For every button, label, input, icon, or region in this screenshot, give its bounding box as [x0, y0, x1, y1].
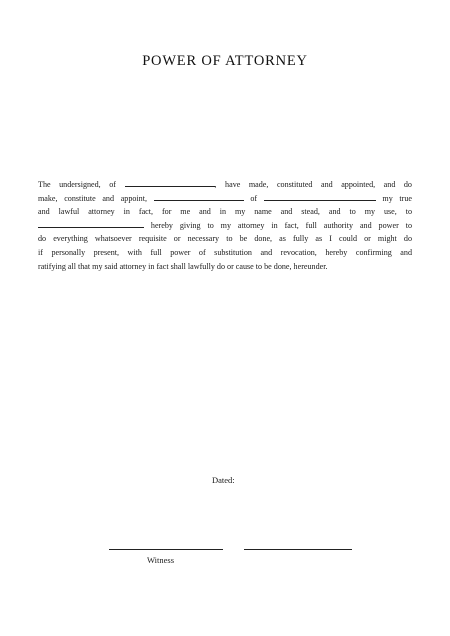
witness-label: Witness	[147, 555, 175, 565]
body-line-4	[38, 219, 412, 233]
body-line-6: if personally present, with full power of substitution and revocation, hereby confirming and	[38, 247, 412, 257]
body-line-3: and lawful attorney in fact, for me and in my name and stead, and to my use, to	[38, 207, 412, 217]
body-text-segment: make, constitute and appoint,	[38, 193, 154, 203]
body-text-segment: The undersigned, of	[38, 180, 125, 189]
blank-field-attorney-name[interactable]	[154, 192, 244, 201]
blank-field-attorney-address[interactable]	[264, 192, 376, 201]
document-title: POWER OF ATTORNEY	[142, 53, 308, 69]
body-line-1	[38, 178, 412, 192]
blank-field-purpose[interactable]	[38, 219, 144, 228]
dated-label: Dated:	[212, 475, 235, 485]
body-text-segment: hereby giving to my attorney in fact, full authority and power to	[144, 220, 412, 230]
witness-signature-line[interactable]	[109, 549, 223, 550]
body-line-5: do everything whatsoever requisite or necessary to be done, as fully as I could or might do	[38, 234, 412, 244]
body-text-segment: my true	[375, 193, 412, 203]
principal-signature-line[interactable]	[244, 549, 352, 550]
blank-field-undersigned-address[interactable]	[125, 178, 215, 187]
body-line-2	[38, 192, 412, 206]
attorney-body-paragraph	[38, 178, 412, 273]
body-text-segment: , have made, constituted and appointed, and do	[214, 180, 412, 189]
body-line-7: ratifying all that my said attorney in fact shall lawfully do or cause to be done, hereunder.	[38, 261, 328, 271]
body-text-segment: of	[243, 193, 264, 203]
